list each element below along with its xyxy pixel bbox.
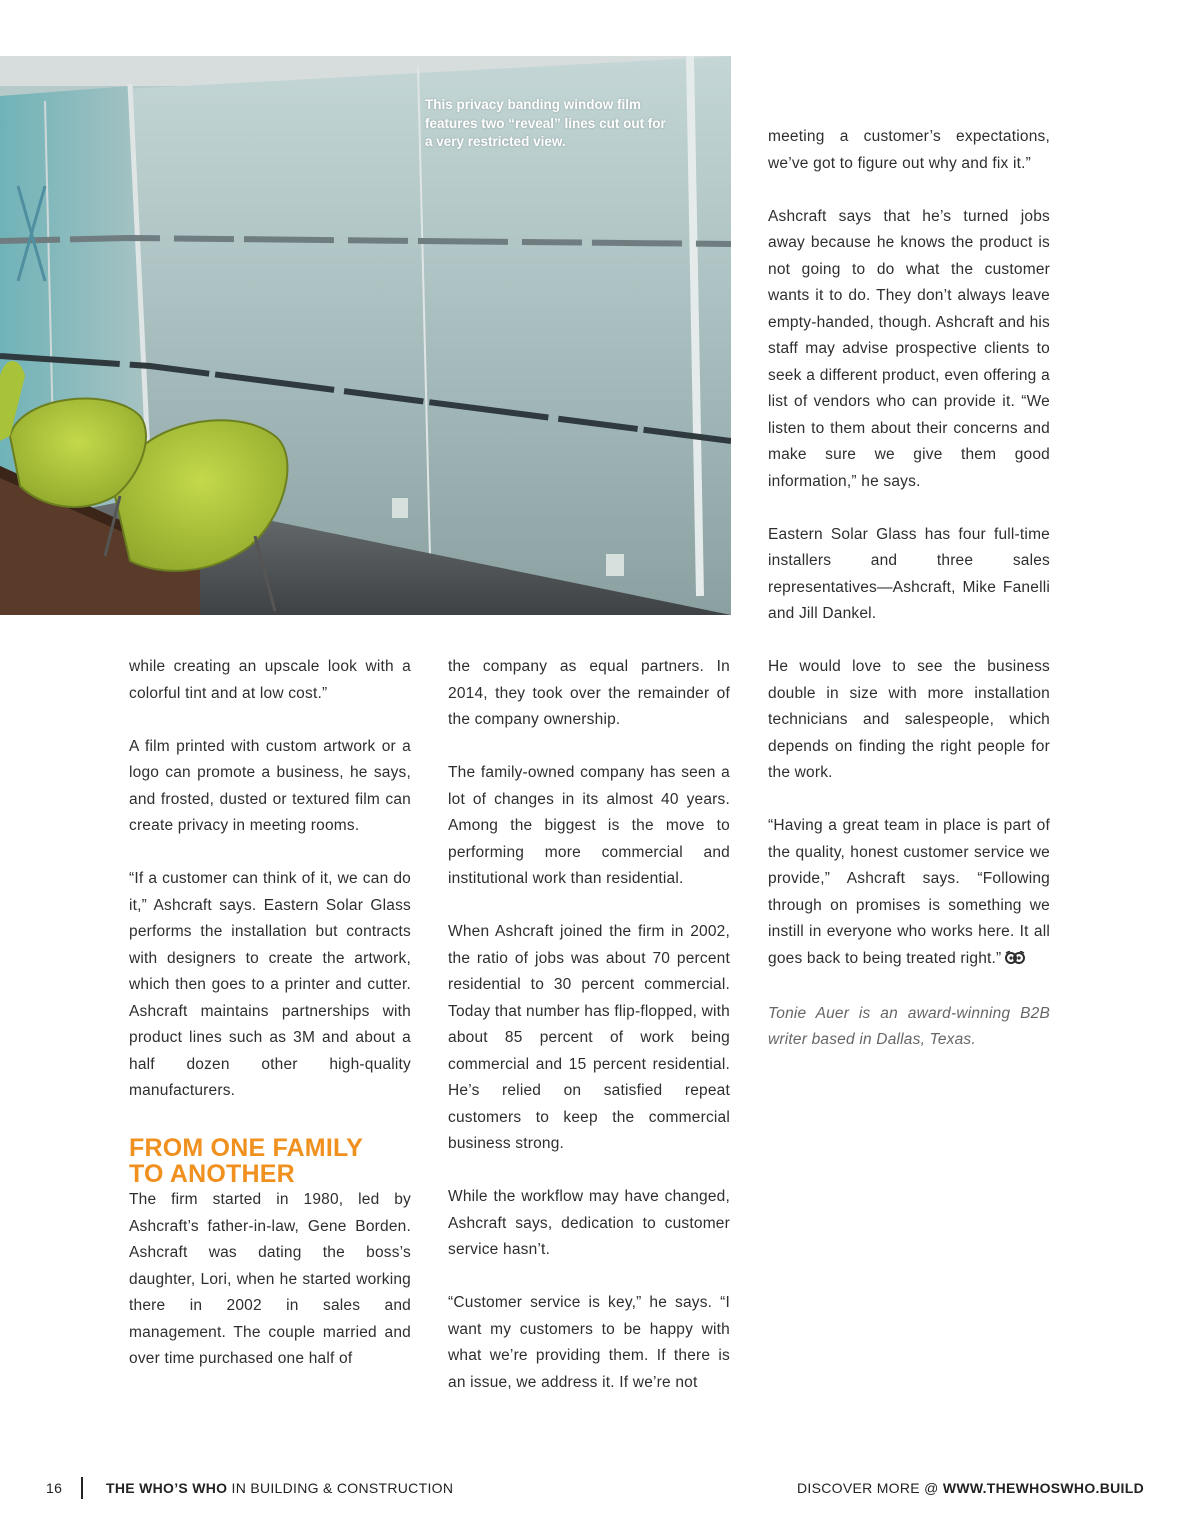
paragraph: The family-owned company has seen a lot of changes in its almost 40 years. Among the biggest is the move to performing more commercial and institutional work than residential. [448, 764, 730, 887]
paragraph: While the workflow may have changed, Ashcraft says, dedication to customer service hasn’t. [448, 1188, 730, 1258]
website-link[interactable]: WWW.THEWHOSWHO.BUILD [942, 1480, 1144, 1496]
section-heading-line-1: FROM ONE FAMILY [129, 1134, 364, 1162]
page-footer [0, 1477, 1200, 1501]
paragraph: When Ashcraft joined the firm in 2002, the ratio of jobs was about 70 percent residential to 30 percent commercial. Today that number has flip-flopped, with about 85 percent of work being commercial and 15 percent residential. He’s relied on satisfied repeat customers to keep the commercial business strong. [448, 923, 730, 1152]
closing-paragraph-text: “Having a great team in place is part of the quality, honest customer service we provide,” Ashcraft says. “Following through on promises is something we instill in everyone who works here. It all goes back to being treated right.” [768, 817, 1050, 967]
closing-paragraph [768, 813, 1050, 974]
author-byline: Tonie Auer is an award-winning B2B writer based in Dallas, Texas. [768, 1004, 1050, 1048]
paragraph: A film printed with custom artwork or a logo can promote a business, he says, and frosted, dusted or textured film can create privacy in meeting rooms. [129, 737, 411, 834]
discover-prefix: DISCOVER MORE @ [797, 1480, 943, 1496]
article-column-2 [448, 654, 730, 1396]
owl-icon [1005, 948, 1025, 975]
paragraph: meeting a customer’s expectations, we’ve got to figure out why and fix it.” [768, 128, 1050, 172]
photo-caption: This privacy banding window film features two “reveal” lines cut out for a very restricted view. [425, 97, 666, 149]
publication-name-rest: IN BUILDING & CONSTRUCTION [227, 1480, 454, 1496]
article-column-3 [768, 124, 1050, 1054]
paragraph: “Customer service is key,” he says. “I want my customers to be happy with what we’re providing them. If there is an issue, we address it. If we’re not [448, 1294, 730, 1391]
footer-divider [81, 1477, 83, 1499]
section-heading-line-2: TO ANOTHER [129, 1160, 295, 1188]
paragraph: while creating an upscale look with a colorful tint and at low cost.” [129, 658, 411, 702]
paragraph: “If a customer can think of it, we can do it,” Ashcraft says. Eastern Solar Glass performs the installation but contracts with designers to create the artwork, which then goes to a printer and cutter. Ashcraft maintains partnerships with product lines such as 3M and about a half dozen other high-quality manufacturers. [129, 870, 411, 1099]
paragraph: The firm started in 1980, led by Ashcraft’s father-in-law, Gene Borden. Ashcraft was dating the boss’s daughter, Lori, when he started working there in 2002 in sales and management. The couple married and over time purchased one half of [129, 1191, 411, 1367]
article-column-1 [129, 654, 411, 1373]
paragraph: Eastern Solar Glass has four full-time installers and three sales representatives—Ashcraft, Mike Fanelli and Jill Dankel. [768, 525, 1050, 622]
page-number: 16 [46, 1480, 63, 1496]
publication-name-bold: THE WHO’S WHO [106, 1480, 228, 1496]
discover-more [797, 1480, 1144, 1496]
paragraph: the company as equal partners. In 2014, they took over the remainder of the company ownership. [448, 658, 730, 728]
publication-name [106, 1480, 453, 1496]
paragraph: He would love to see the business double in size with more installation technicians and salespeople, which depends on finding the right people for the work. [768, 658, 1050, 781]
paragraph: Ashcraft says that he’s turned jobs away because he knows the product is not going to do what the customer wants it to do. They don’t always leave empty-handed, though. Ashcraft and his staff may advise prospective clients to seek a different product, even offering a list of vendors who can provide it. “We listen to them about their concerns and make sure we give them good information,” he says. [768, 207, 1050, 490]
section-heading [129, 1131, 411, 1187]
